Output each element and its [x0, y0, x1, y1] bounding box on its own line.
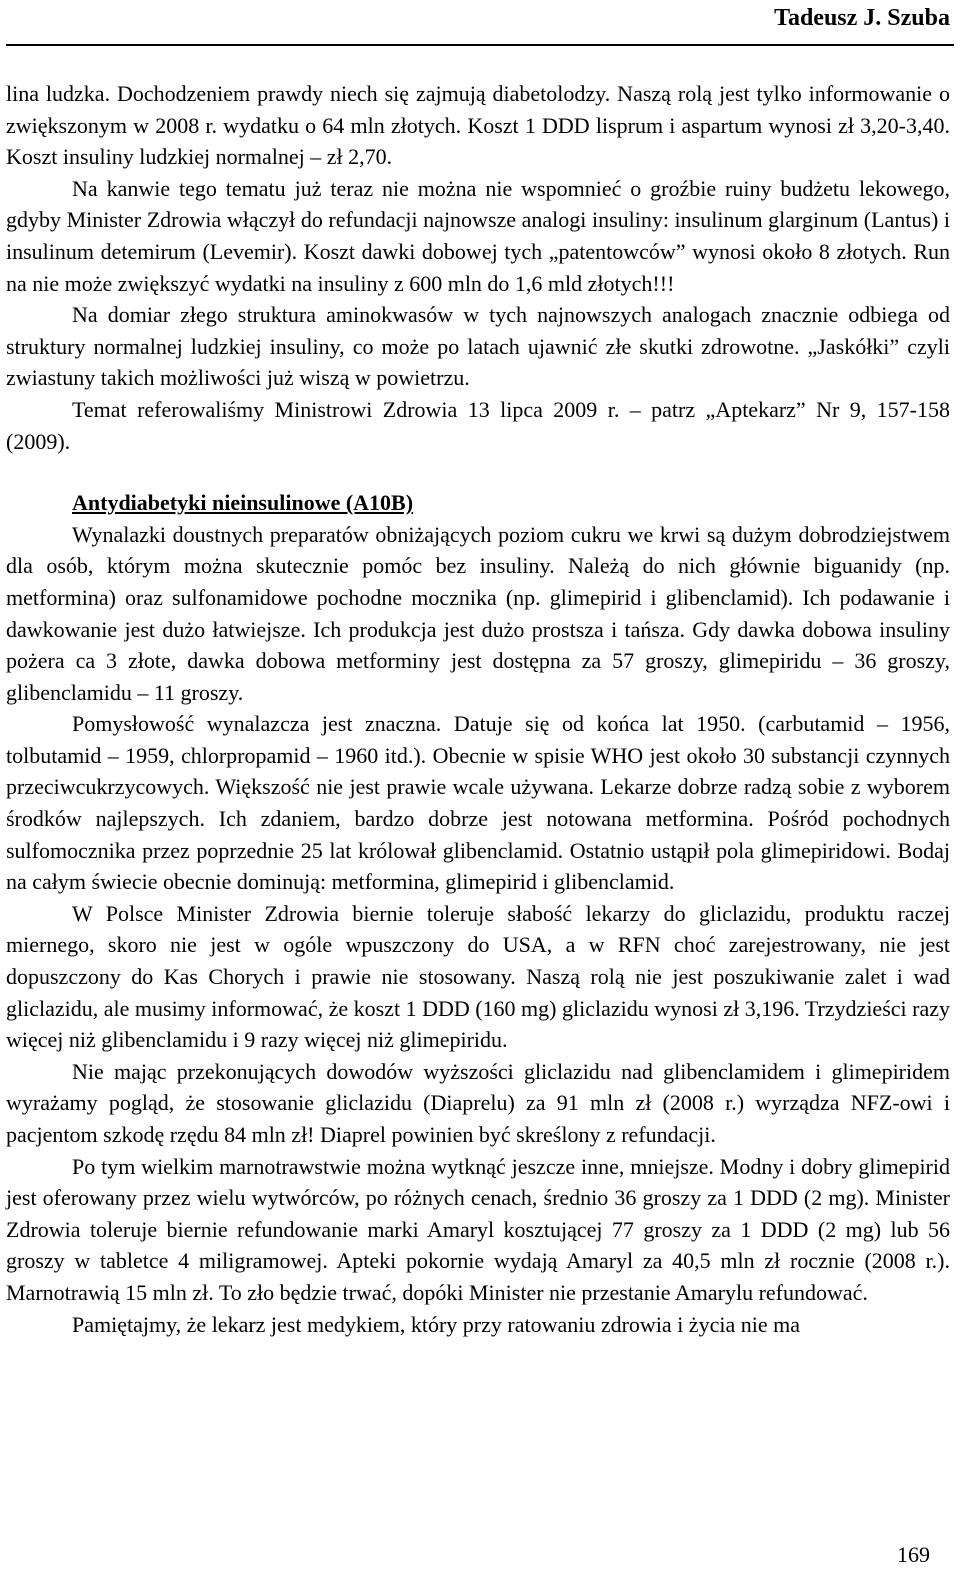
paragraph: Temat referowaliśmy Ministrowi Zdrowia 13 lipca 2009 r. – patrz „Aptekarz” Nr 9, 157-158 (2009).: [6, 396, 950, 454]
paragraph-continuation: lina ludzka. Dochodzeniem prawdy niech się zajmują diabetolodzy. Naszą rolą jest tylko informowanie o zwiększonym w 2008 r. wydatku o 64 mln złotych. Koszt 1 DDD lisprum i aspartum wynosi zł 3,20-3,40. Koszt insuliny ludzkiej normalnej – zł 2,70.: [6, 81, 950, 170]
page-number: 169: [897, 1542, 930, 1567]
section-paragraph: W Polsce Minister Zdrowia biernie toleruje słabość lekarzy do gliclazidu, produktu raczej miernego, skoro nie jest w ogóle wpuszczony do USA, a w RFN choć zarejestrowany, nie jest dopuszczony do Kas Chorych i prawie nie stosowany. Naszą rolą nie jest poszukiwanie zalet i wad gliclazidu, ale musimy informować, że koszt 1 DDD (160 mg) gliclazidu wynosi zł 3,196. Trzydzieści razy więcej niż glibenclamidu i 9 razy więcej niż glimepiridu.: [6, 900, 950, 1053]
section-paragraph: Wynalazki doustnych preparatów obniżających poziom cukru we krwi są dużym dobrodziejstwem dla osób, którym można skutecznie pomóc bez insuliny. Należą do nich głównie biguanidy (np. metformina) oraz sulfonamidowe pochodne mocznika (np. glimepirid i glibenclamid). Ich podawanie i dawkowanie jest dużo łatwiejsze. Ich produkcja jest dużo prostsza i tańsza. Gdy dawka dobowa insuliny pożera ca 3 złote, dawka dobowa metforminy jest dostępna za 57 groszy, glimepiridu – 36 groszy, glibenclamidu – 11 groszy.: [6, 521, 950, 705]
paragraph: Na kanwie tego tematu już teraz nie można nie wspomnieć o groźbie ruiny budżetu lekowego, gdyby Minister Zdrowia włączył do refundacji najnowsze analogi insuliny: insulinum glarginum (Lantus) i insulinum detemirum (Levemir). Koszt dawki dobowej tych „patentowców” wynosi około 8 złotych. Run na nie może zwiększyć wydatki na insuliny z 600 mln do 1,6 mld złotych!!!: [6, 175, 950, 296]
section-paragraph: Po tym wielkim marnotrawstwie można wytknąć jeszcze inne, mniejsze. Modny i dobry glimepirid jest oferowany przez wielu wytwórców, po różnych cenach, średnio 36 groszy za 1 DDD (2 mg). Minister Zdrowia toleruje biernie refundowanie marki Amaryl kosztującej 77 groszy za 1 DDD (2 mg) lub 56 groszy w tabletce 4 miligramowej. Apteki pokornie wydają Amaryl za 40,5 mln zł rocznie (2008 r.). Marnotrawią 15 mln zł. To zło będzie trwać, dopóki Minister nie przestanie Amarylu refundować.: [6, 1153, 950, 1305]
section-gap: [6, 457, 950, 487]
running-header-author: Tadeusz J. Szuba: [774, 5, 950, 31]
section-paragraph: Pamiętajmy, że lekarz jest medykiem, który przy ratowaniu zdrowia i życia nie ma: [72, 1311, 800, 1337]
header-rule: [6, 44, 954, 46]
section-paragraph: Nie mając przekonujących dowodów wyższości gliclazidu nad glibenclamidem i glimepiridem wyrażamy pogląd, że stosowanie gliclazidu (Diaprelu) za 91 mln zł (2008 r.) wyrządza NFZ-owi i pacjentom szkodę rzędu 84 mln zł! Diaprel powinien być skreślony z refundacji.: [6, 1058, 950, 1147]
section-paragraph: Pomysłowość wynalazcza jest znaczna. Datuje się od końca lat 1950. (carbutamid – 1956, tolbutamid – 1959, chlorpropamid – 1960 itd.). Obecnie w spisie WHO jest około 30 substancji czynnych przeciwcukrzycowych. Większość nie jest prawie wcale używana. Lekarze dobrze radzą sobie z wyborem środków najlepszych. Ich zdaniem, bardzo dobrze jest notowana metformina. Pośród pochodnych sulfomocznika przez poprzednie 25 lat królował glibenclamid. Ostatnio ustąpił pola glimepiridowi. Bodaj na całym świecie obecnie dominują: metformina, glimepirid i glibenclamid.: [6, 711, 950, 895]
section-heading: Antydiabetyki nieinsulinowe (A10B): [72, 490, 414, 516]
body-text: [6, 78, 950, 1340]
paragraph: Na domiar złego struktura aminokwasów w tych najnowszych analogach znacznie odbiega od struktury normalnej ludzkiej insuliny, co może po latach ujawnić złe skutki zdrowotne. „Jaskółki” czyli zwiastuny takich możliwości już wiszą w powietrzu.: [6, 302, 950, 391]
